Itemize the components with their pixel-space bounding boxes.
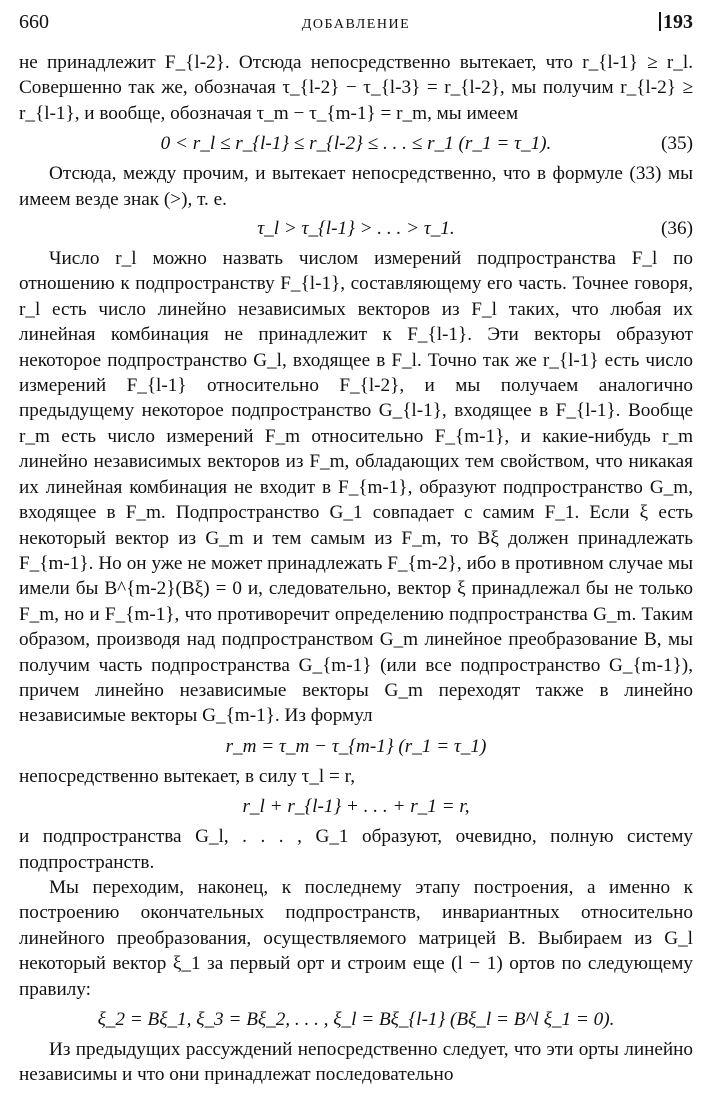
equation-36-number: (36) — [661, 218, 693, 240]
equation-sum — [19, 789, 693, 824]
paragraph-6: Мы переходим, наконец, к последнему этапу построения, а именно к построению окончательных подпространств, инвариантных относительно линейного преобразования, осуществляемого матрицей B. Выбираем из G_l некоторый вектор ξ_1 за первый орт и строим еще (l − 1) ортов по следующему правилу: — [19, 876, 693, 1000]
folio-number: 193 — [663, 11, 693, 33]
page-header — [19, 8, 693, 50]
paragraph-7: Из предыдущих рассуждений непосредственно следует, что эти орты линейно независимы и что они принадлежат последовательно — [19, 1039, 693, 1086]
equation-35 — [19, 126, 693, 161]
equation-35-formula: 0 < r_l ≤ r_{l-1} ≤ r_{l-2} ≤ . . . ≤ r_1 (r_1 = τ_1). — [160, 133, 552, 155]
equation-35-number: (35) — [661, 133, 693, 155]
equation-36-formula: τ_l > τ_{l-1} > . . . > τ_1. — [257, 218, 455, 240]
equation-36 — [19, 212, 693, 246]
paragraph-3: Число r_l можно назвать числом измерений подпространства F_l по отношению к подпространству F_{l-1}, составляющему его часть. Точнее говоря, r_l есть число линейно независимых векторов из F_l таких, что любая их линейная комбинация не принадлежит к F_{l-1}. Эти векторы образуют некоторое подпространство G_l, входящее в F_l. Точно так же r_{l-1} есть число измерений F_{l-1} относительно F_{l-2}, и мы получаем аналогично предыдущему некоторое подпространство G_{l-1}, входящее в F_{l-1}. Вообще r_m есть число измерений F_m относительно F_{m-1}, и какие-нибудь r_m линейно независимых векторов из F_m, обладающих тем свойством, что никакая их линейная комбинация не входит в F_{m-1}, образуют подпространство G_m, входящее в F_m. Подпространство G_1 совпадает с самим F_1. Если ξ есть некоторый вектор из G_m и тем самым из F_m, то Bξ должен принадлежать F_{m-1}. Но он уже не может принадлежать F_{m-2}, ибо в противном случае мы имели бы B^{m-2}(Bξ) = 0 и, следовательно, вектор ξ принадлежал бы не только F_m, но и F_{m-1}, что противоречит определению подпространства G_m. Таким образом, производя над подпространством G_m линейное преобразование B, мы получим часть подпространства G_{m-1} (или все подпространство G_{m-1}), причем линейно независимые векторы G_m переходят также в линейно независимые векторы G_{m-1}. Из формул — [19, 248, 693, 727]
paragraph-2: Отсюда, между прочим, и вытекает непосредственно, что в формуле (33) мы имеем везде знак (>), т. е. — [19, 163, 693, 210]
paragraph-1: не принадлежит F_{l-2}. Отсюда непосредственно вытекает, что r_{l-1} ≥ r_l. Совершенно так же, обозначая τ_{l-2} − τ_{l-3} = r_{l-2}, мы получим r_{l-2} ≥ r_{l-1}, и вообще, обозначая τ_m − τ_{m-1} = r_m, мы имеем — [19, 52, 693, 124]
folio — [659, 10, 693, 35]
equation-rm — [19, 729, 693, 764]
equation-rm-formula: r_m = τ_m − τ_{m-1} (r_1 = τ_1) — [225, 735, 487, 757]
running-head: ДОБАВЛЕНИЕ — [301, 17, 411, 32]
equation-sum-formula: r_l + r_{l-1} + . . . + r_1 = r, — [242, 796, 470, 818]
paragraph-4: непосредственно вытекает, в силу τ_l = r, — [19, 765, 356, 787]
paragraph-5: и подпространства G_l, . . . , G_1 образуют, очевидно, полную систему подпространств. — [19, 826, 693, 873]
page-number: 660 — [19, 11, 49, 33]
folio-rule — [659, 12, 661, 31]
equation-xi — [19, 1002, 693, 1037]
equation-xi-formula: ξ_2 = Bξ_1, ξ_3 = Bξ_2, . . . , ξ_l = Bξ_{l-1} (Bξ_l = B^l ξ_1 = 0). — [97, 1009, 615, 1030]
